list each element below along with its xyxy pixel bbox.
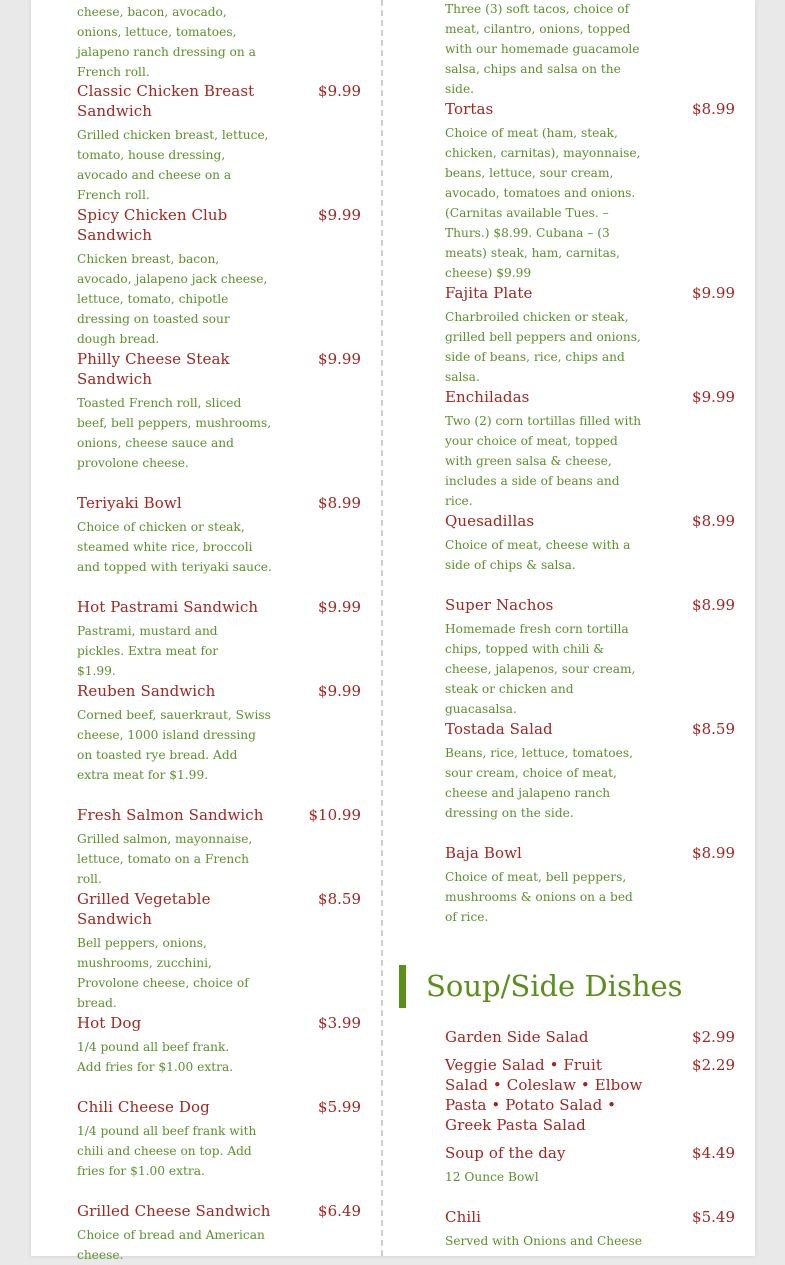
- item-name: Tostada Salad: [445, 720, 553, 738]
- column-divider: [381, 0, 383, 1256]
- side-item-name: Soup of the day: [445, 1144, 566, 1162]
- item-description: Choice of bread and American cheese.: [77, 1228, 265, 1262]
- item-name: Quesadillas: [445, 512, 535, 530]
- item-description: Homemade fresh corn tortilla chips, topped with chili & cheese, jalapenos, sour cream, steak or chicken and guacasalsa.: [445, 622, 636, 716]
- item-description: Beans, rice, lettuce, tomatoes, sour cream, choice of meat, cheese and jalapeno ranch dressing on the side.: [445, 746, 633, 820]
- item-description: 1/4 pound all beef frank. Add fries for $1.00 extra.: [77, 1040, 234, 1074]
- section-title: Soup/Side Dishes: [426, 969, 683, 1003]
- item-price: $5.99: [318, 1098, 361, 1116]
- item-price: $8.59: [692, 720, 735, 738]
- item-name: Chili Cheese Dog: [77, 1098, 210, 1116]
- item-description: Grilled chicken breast, lettuce, tomato, house dressing, avocado and cheese on a French roll.: [77, 128, 269, 202]
- item-description: Three (3) soft tacos, choice of meat, cilantro, onions, topped with our homemade guacamole salsa, chips and salsa on the side.: [445, 2, 640, 96]
- side-item-name: Chili: [445, 1208, 482, 1226]
- item-description: Choice of chicken or steak, steamed white rice, broccoli and topped with teriyaki sauce.: [77, 520, 272, 574]
- item-name: Fresh Salmon Sandwich: [77, 806, 264, 824]
- item-description: Choice of meat, cheese with a side of chips & salsa.: [445, 538, 631, 572]
- side-item-name: Veggie Salad • Fruit Salad • Coleslaw • Elbow Pasta • Potato Salad • Greek Pasta Salad: [445, 1056, 643, 1134]
- item-price: $9.99: [692, 388, 735, 406]
- item-name: Baja Bowl: [445, 844, 522, 862]
- item-name: Fajita Plate: [445, 284, 533, 302]
- item-name: Reuben Sandwich: [77, 682, 216, 700]
- side-item-price: $2.99: [692, 1028, 735, 1046]
- item-price: $8.99: [692, 596, 735, 614]
- item-name: Enchiladas: [445, 388, 530, 406]
- item-description: Charbroiled chicken or steak, grilled bell peppers and onions, side of beans, rice, chips and salsa.: [445, 310, 641, 384]
- item-description: Grilled salmon, mayonnaise, lettuce, tomato on a French roll.: [77, 832, 253, 886]
- item-description: Two (2) corn tortillas filled with your choice of meat, topped with green salsa & cheese, includes a side of beans and rice.: [445, 414, 642, 508]
- item-name: Tortas: [445, 100, 494, 118]
- item-description: 1/4 pound all beef frank with chili and cheese on top. Add fries for $1.00 extra.: [77, 1124, 257, 1178]
- item-price: $9.99: [692, 284, 735, 302]
- item-name: Super Nachos: [445, 596, 554, 614]
- side-item-name: Garden Side Salad: [445, 1028, 589, 1046]
- item-name: Teriyaki Bowl: [77, 494, 182, 512]
- item-price: $9.99: [318, 682, 361, 700]
- item-name: Hot Pastrami Sandwich: [77, 598, 259, 616]
- item-name: Classic Chicken Breast Sandwich: [77, 82, 255, 120]
- item-price: $6.49: [318, 1202, 361, 1220]
- item-description: Bell peppers, onions, mushrooms, zucchini, Provolone cheese, choice of bread.: [77, 936, 249, 1010]
- item-price: $3.99: [318, 1014, 361, 1032]
- item-price: $9.99: [318, 598, 361, 616]
- item-price: $9.99: [318, 350, 361, 368]
- item-price: $9.99: [318, 206, 361, 224]
- item-name: Grilled Vegetable Sandwich: [77, 890, 211, 928]
- side-item-description: 12 Ounce Bowl: [445, 1170, 539, 1184]
- item-price: $8.99: [692, 512, 735, 530]
- item-name: Hot Dog: [77, 1014, 142, 1032]
- item-price: $8.99: [692, 844, 735, 862]
- item-name: Grilled Cheese Sandwich: [77, 1202, 271, 1220]
- item-price: $8.99: [692, 100, 735, 118]
- item-price: $10.99: [308, 806, 361, 824]
- item-description: cheese, bacon, avocado, onions, lettuce, tomatoes, jalapeno ranch dressing on a French roll.: [77, 5, 256, 79]
- section-accent-bar: [399, 965, 406, 1008]
- item-description: Pastrami, mustard and pickles. Extra meat for $1.99.: [77, 624, 219, 678]
- side-item-description: Served with Onions and Cheese: [445, 1234, 643, 1248]
- item-description: Toasted French roll, sliced beef, bell peppers, mushrooms, onions, cheese sauce and provolone cheese.: [77, 396, 272, 470]
- item-description: Choice of meat (ham, steak, chicken, carnitas), mayonnaise, beans, lettuce, sour cream, avocado, tomatoes and onions. (Carnitas available Tues. – Thurs.) $8.99. Cubana – (3 meats) steak, ham, carnitas, cheese) $9.99: [445, 126, 641, 280]
- item-name: Spicy Chicken Club Sandwich: [77, 206, 228, 244]
- side-item-price: $4.49: [692, 1144, 735, 1162]
- side-item-price: $2.29: [692, 1056, 735, 1074]
- item-description: Choice of meat, bell peppers, mushrooms & onions on a bed of rice.: [445, 870, 633, 924]
- item-price: $8.59: [318, 890, 361, 908]
- item-description: Corned beef, sauerkraut, Swiss cheese, 1000 island dressing on toasted rye bread. Add extra meat for $1.99.: [77, 708, 271, 782]
- side-item-price: $5.49: [692, 1208, 735, 1226]
- item-price: $9.99: [318, 82, 361, 100]
- item-name: Philly Cheese Steak Sandwich: [77, 350, 230, 388]
- item-description: Chicken breast, bacon, avocado, jalapeno jack cheese, lettuce, tomato, chipotle dressing on toasted sour dough bread.: [77, 252, 268, 346]
- item-price: $8.99: [318, 494, 361, 512]
